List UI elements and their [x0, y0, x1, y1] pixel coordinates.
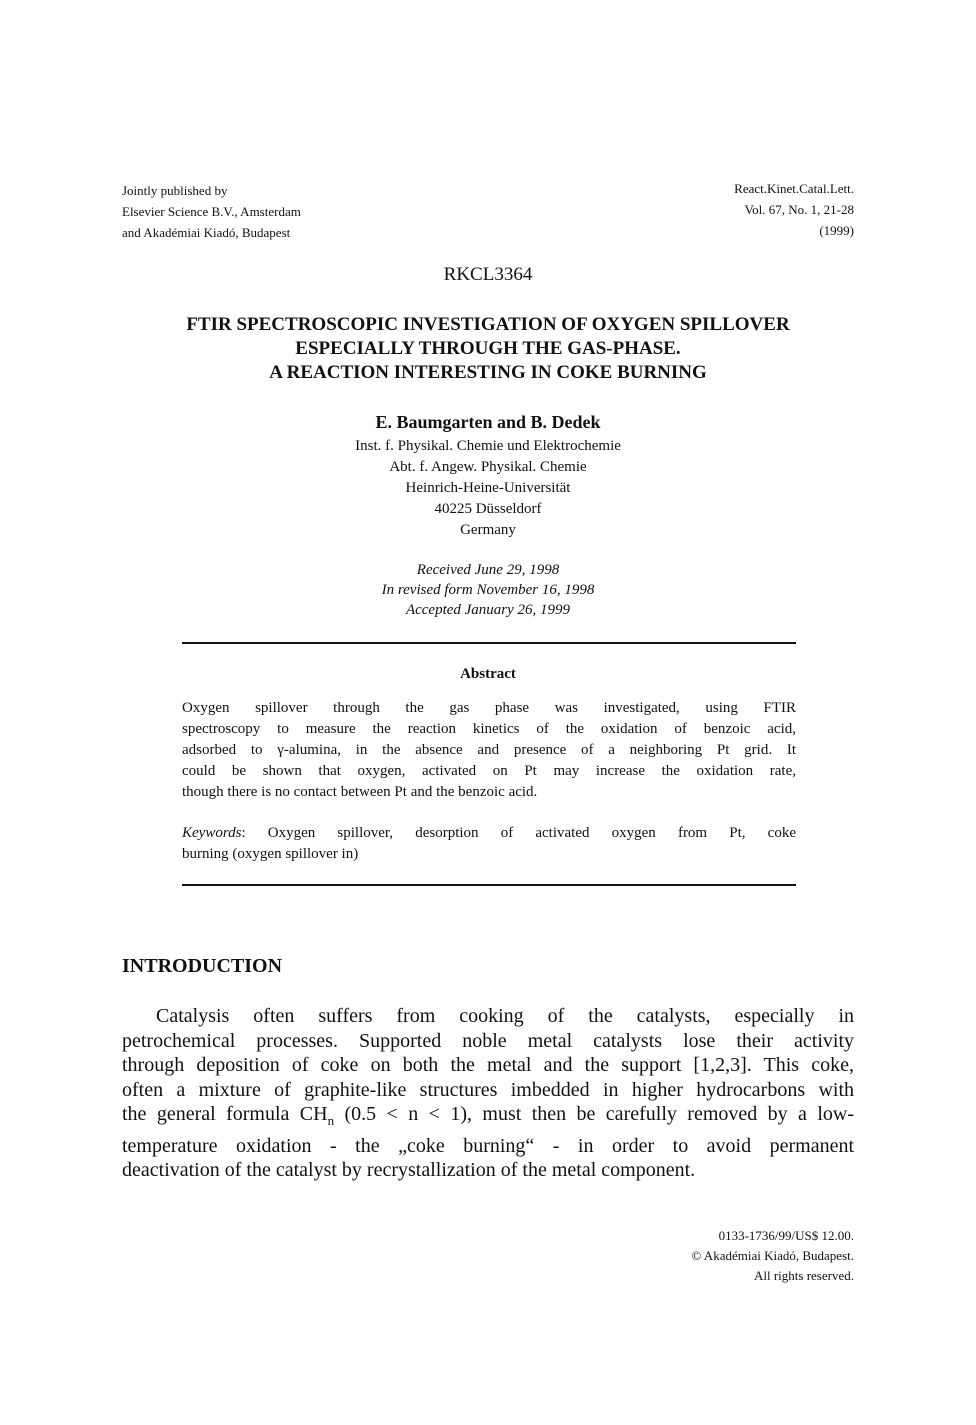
- title-line: ESPECIALLY THROUGH THE GAS-PHASE.: [295, 338, 681, 359]
- keywords-line: [182, 823, 796, 844]
- abstract-line: Oxygen spillover through the gas phase was investigated, using FTIR: [182, 700, 796, 716]
- intro-line: often a mixture of graphite-like structures imbedded in higher hydrocarbons with: [122, 1078, 854, 1101]
- journal-line: (1999): [819, 223, 854, 238]
- affiliation-line: Abt. f. Angew. Physikal. Chemie: [389, 459, 587, 475]
- affiliation-line: 40225 Düsseldorf: [434, 501, 542, 517]
- copyright-line: © Akadémiai Kiadó, Budapest.: [691, 1248, 854, 1263]
- date-line: In revised form November 16, 1998: [381, 582, 595, 598]
- date-line: Received June 29, 1998: [416, 562, 560, 578]
- introduction-text: [122, 1004, 854, 1183]
- publisher-line: and Akadémiai Kiadó, Budapest: [122, 225, 291, 240]
- intro-line: petrochemical processes. Supported noble metal catalysts lose their activity: [122, 1029, 854, 1052]
- title-line: A REACTION INTERESTING IN COKE BURNING: [269, 362, 707, 383]
- abstract-line: could be shown that oxygen, activated on Pt may increase the oxidation rate,: [182, 763, 796, 779]
- affiliation-line: Heinrich-Heine-Universität: [405, 480, 571, 496]
- keywords-text: : Oxygen spillover, desorption of activated oxygen from Pt, coke: [241, 825, 796, 841]
- abstract-text: [182, 698, 796, 803]
- copyright-line: 0133-1736/99/US$ 12.00.: [718, 1228, 854, 1243]
- abstract-top-rule: [182, 642, 796, 644]
- copyright-notice: [691, 1226, 854, 1286]
- intro-line: [122, 1102, 854, 1134]
- intro-line: Catalysis often suffers from cooking of the catalysts, especially in: [156, 1005, 854, 1027]
- keywords-label: Keywords: [182, 825, 242, 841]
- abstract-heading: Abstract: [460, 666, 516, 682]
- article-code: RKCL3364: [443, 264, 533, 285]
- formula-pre: the general formula CH: [122, 1103, 328, 1125]
- intro-line: temperature oxidation - the „coke burning“ - in order to avoid permanent: [122, 1134, 854, 1157]
- publisher-line: Jointly published by: [122, 183, 228, 198]
- copyright-line: All rights reserved.: [753, 1268, 854, 1283]
- affiliation-line: Germany: [460, 522, 516, 538]
- journal-citation: [734, 178, 854, 241]
- journal-line: React.Kinet.Catal.Lett.: [734, 181, 854, 196]
- abstract-line: spectroscopy to measure the reaction kinetics of the oxidation of benzoic acid,: [182, 721, 796, 737]
- intro-line: through deposition of coke on both the metal and the support [1,2,3]. This coke,: [122, 1054, 854, 1076]
- abstract-line: adsorbed to γ-alumina, in the absence and presence of a neighboring Pt grid. It: [182, 742, 796, 758]
- authors: E. Baumgarten and B. Dedek: [375, 412, 601, 432]
- abstract-bottom-rule: [182, 884, 796, 886]
- formula-post: (0.5 < n < 1), must then be carefully removed by a low-: [334, 1103, 854, 1125]
- abstract-line: though there is no contact between Pt and the benzoic acid.: [182, 784, 538, 800]
- keywords-line: burning (oxygen spillover in): [182, 846, 359, 862]
- affiliation-line: Inst. f. Physikal. Chemie und Elektrochemie: [355, 438, 621, 454]
- date-line: Accepted January 26, 1999: [405, 602, 571, 618]
- journal-line: Vol. 67, No. 1, 21-28: [744, 202, 854, 217]
- paper-title: [100, 313, 876, 385]
- affiliation: [0, 436, 976, 541]
- keywords: [182, 823, 796, 865]
- title-line: FTIR SPECTROSCOPIC INVESTIGATION OF OXYGEN SPILLOVER: [186, 314, 790, 335]
- publisher-info: [122, 180, 301, 243]
- publisher-line: Elsevier Science B.V., Amsterdam: [122, 204, 301, 219]
- submission-dates: [0, 560, 976, 620]
- formula-subscript: n: [327, 1113, 335, 1128]
- intro-line: deactivation of the catalyst by recrystallization of the metal component.: [122, 1159, 696, 1181]
- introduction-heading: INTRODUCTION: [122, 955, 283, 977]
